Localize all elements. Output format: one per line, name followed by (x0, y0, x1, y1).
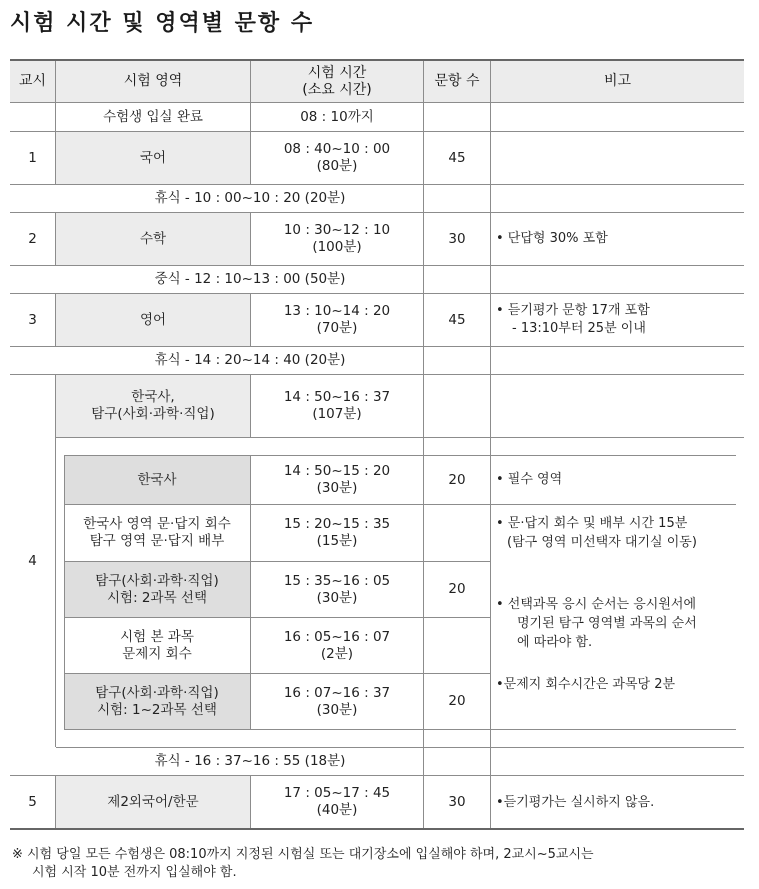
p4-remark-collect-line1: • 문·답지 회수 및 배부 시간 15분 (496, 516, 688, 531)
p2-period: 2 (28, 230, 37, 247)
p5-area: 제2외국어/한문 (107, 793, 199, 810)
p4-sub3-area (64, 562, 250, 617)
p1-count: 45 (448, 149, 466, 166)
p3-time (251, 294, 423, 346)
break3-text: 휴식 - 16 : 37~16 : 55 (18분) (154, 753, 346, 769)
break2-text: 휴식 - 14 : 20~14 : 40 (20분) (154, 352, 346, 368)
p4-sub5-count: 20 (448, 693, 466, 709)
p1-time (251, 132, 423, 184)
header-area: 시험 영역 (123, 73, 183, 89)
p1-period: 1 (28, 149, 37, 166)
p4-duration: (107분) (312, 406, 362, 422)
p5-remark: •듣기평가는 실시하지 않음. (496, 795, 655, 810)
lunch-text: 중식 - 12 : 10~13 : 00 (50분) (154, 271, 346, 287)
p4-sub5-area-line1: 탐구(사회·과학·직업) (95, 684, 219, 701)
footnote-line2: 시험 시작 10분 전까지 입실해야 함. (32, 865, 237, 880)
header-remark: 비고 (603, 73, 632, 89)
p2-time-range: 10 : 30~12 : 10 (283, 222, 391, 238)
p2-time (251, 213, 423, 265)
p3-duration: (70분) (316, 320, 358, 336)
footnote (12, 846, 752, 882)
p4-sub2-time (251, 505, 423, 561)
p3-time-range: 13 : 10~14 : 20 (283, 303, 391, 319)
p4-sub3-time (251, 562, 423, 617)
header-time-line2: (소요 시간) (302, 81, 372, 98)
rule-sub-bottom (64, 729, 736, 730)
p3-period: 3 (28, 311, 37, 328)
p4-sub4-area (64, 618, 250, 673)
p5-period: 5 (28, 793, 37, 810)
p3-remark-line2: - 13:10부터 25분 이내 (512, 321, 646, 336)
p4-sub2-duration: (15분) (316, 533, 358, 549)
p4-sub4-area-line1: 시험 본 과목 (120, 628, 194, 645)
p4-sub3-area-line2: 시험: 2과목 선택 (107, 589, 207, 606)
p4-sub3-count: 20 (448, 581, 466, 597)
p4-sub2-area-line1: 한국사 영역 문·답지 회수 (83, 516, 231, 532)
footnote-line1: ※ 시험 당일 모든 수험생은 08:10까지 지정된 시험실 또는 대기장소에 입실해야 하며, 2교시~5교시는 (12, 847, 594, 862)
p5-time-range: 17 : 05~17 : 45 (283, 785, 391, 801)
rule-p4-summary-bottom (56, 437, 744, 438)
p4-sub4-time-range: 16 : 05~16 : 07 (283, 628, 391, 645)
p4-sub5-area (64, 674, 250, 729)
p2-area: 수학 (139, 230, 167, 247)
header-period: 교시 (18, 73, 47, 89)
header-count: 문항 수 (434, 73, 480, 89)
p3-count: 45 (448, 311, 466, 328)
p2-count: 30 (448, 230, 466, 247)
p4-sub3-area-line1: 탐구(사회·과학·직업) (95, 572, 219, 589)
p2-remark: • 단답형 30% 포함 (496, 231, 608, 246)
header-time-line1: 시험 시간 (307, 64, 367, 81)
p4-sub4-duration: (2분) (320, 645, 354, 662)
p4-sub5-area-line2: 시험: 1~2과목 선택 (97, 701, 217, 718)
p3-area: 영어 (139, 311, 167, 328)
p4-sub5-duration: (30분) (316, 701, 358, 718)
rule-bottom (10, 828, 744, 830)
entry-label: 수험생 입실 완료 (103, 108, 203, 125)
p1-area: 국어 (139, 149, 167, 166)
break1-text: 휴식 - 10 : 00~10 : 20 (20분) (154, 190, 346, 206)
p4-remark-order-line1: • 선택과목 응시 순서는 응시원서에 (496, 597, 697, 612)
p4-sub5-time (251, 674, 423, 729)
p2-duration: (100분) (312, 239, 362, 255)
p4-sub1-time (251, 456, 423, 504)
p4-sub1-count: 20 (448, 471, 466, 488)
p1-duration: (80분) (316, 158, 358, 174)
p4-remark-collect-line2: (탐구 영역 미선택자 대기실 이동) (507, 535, 697, 550)
p4-remark-required: • 필수 영역 (496, 472, 563, 487)
p1-time-range: 08 : 40~10 : 00 (283, 141, 391, 157)
p4-remark-order-line3: 에 따라야 함. (517, 635, 593, 650)
p4-sub2-area-line2: 탐구 영역 문·답지 배부 (89, 533, 225, 549)
p4-sub1-time-range: 14 : 50~15 : 20 (283, 463, 391, 479)
p4-sub4-area-line2: 문제지 회수 (122, 645, 192, 662)
p4-sub2-area (64, 505, 250, 561)
p4-area-line2: 탐구(사회·과학·직업) (91, 406, 215, 422)
p5-time (251, 776, 423, 828)
col-line-count (490, 61, 491, 828)
entry-time: 08 : 10까지 (300, 108, 374, 125)
p4-remark-sheet: •문제지 회수시간은 과목당 2분 (496, 677, 676, 692)
p4-time (251, 375, 423, 437)
p4-sub4-time (251, 618, 423, 673)
p4-period: 4 (28, 552, 37, 569)
p4-time-range: 14 : 50~16 : 37 (283, 389, 391, 405)
p4-remark-order-line2: 명기된 탐구 영역별 과목의 순서 (517, 616, 697, 631)
p4-area (56, 375, 250, 437)
p5-duration: (40분) (316, 802, 358, 818)
p4-sub5-time-range: 16 : 07~16 : 37 (283, 684, 391, 701)
p4-sub3-duration: (30분) (316, 589, 358, 606)
p5-count: 30 (448, 793, 466, 810)
p4-sub1-duration: (30분) (316, 480, 358, 496)
p4-sub3-time-range: 15 : 35~16 : 05 (283, 572, 391, 589)
p4-area-line1: 한국사, (131, 389, 175, 405)
p4-sub1-area: 한국사 (137, 471, 177, 488)
p3-remark-line1: • 듣기평가 문항 17개 포함 (496, 303, 650, 318)
header-time (251, 61, 423, 102)
p4-sub2-time-range: 15 : 20~15 : 35 (283, 516, 391, 532)
page-title: 시험 시간 및 영역별 문항 수 (10, 10, 315, 36)
